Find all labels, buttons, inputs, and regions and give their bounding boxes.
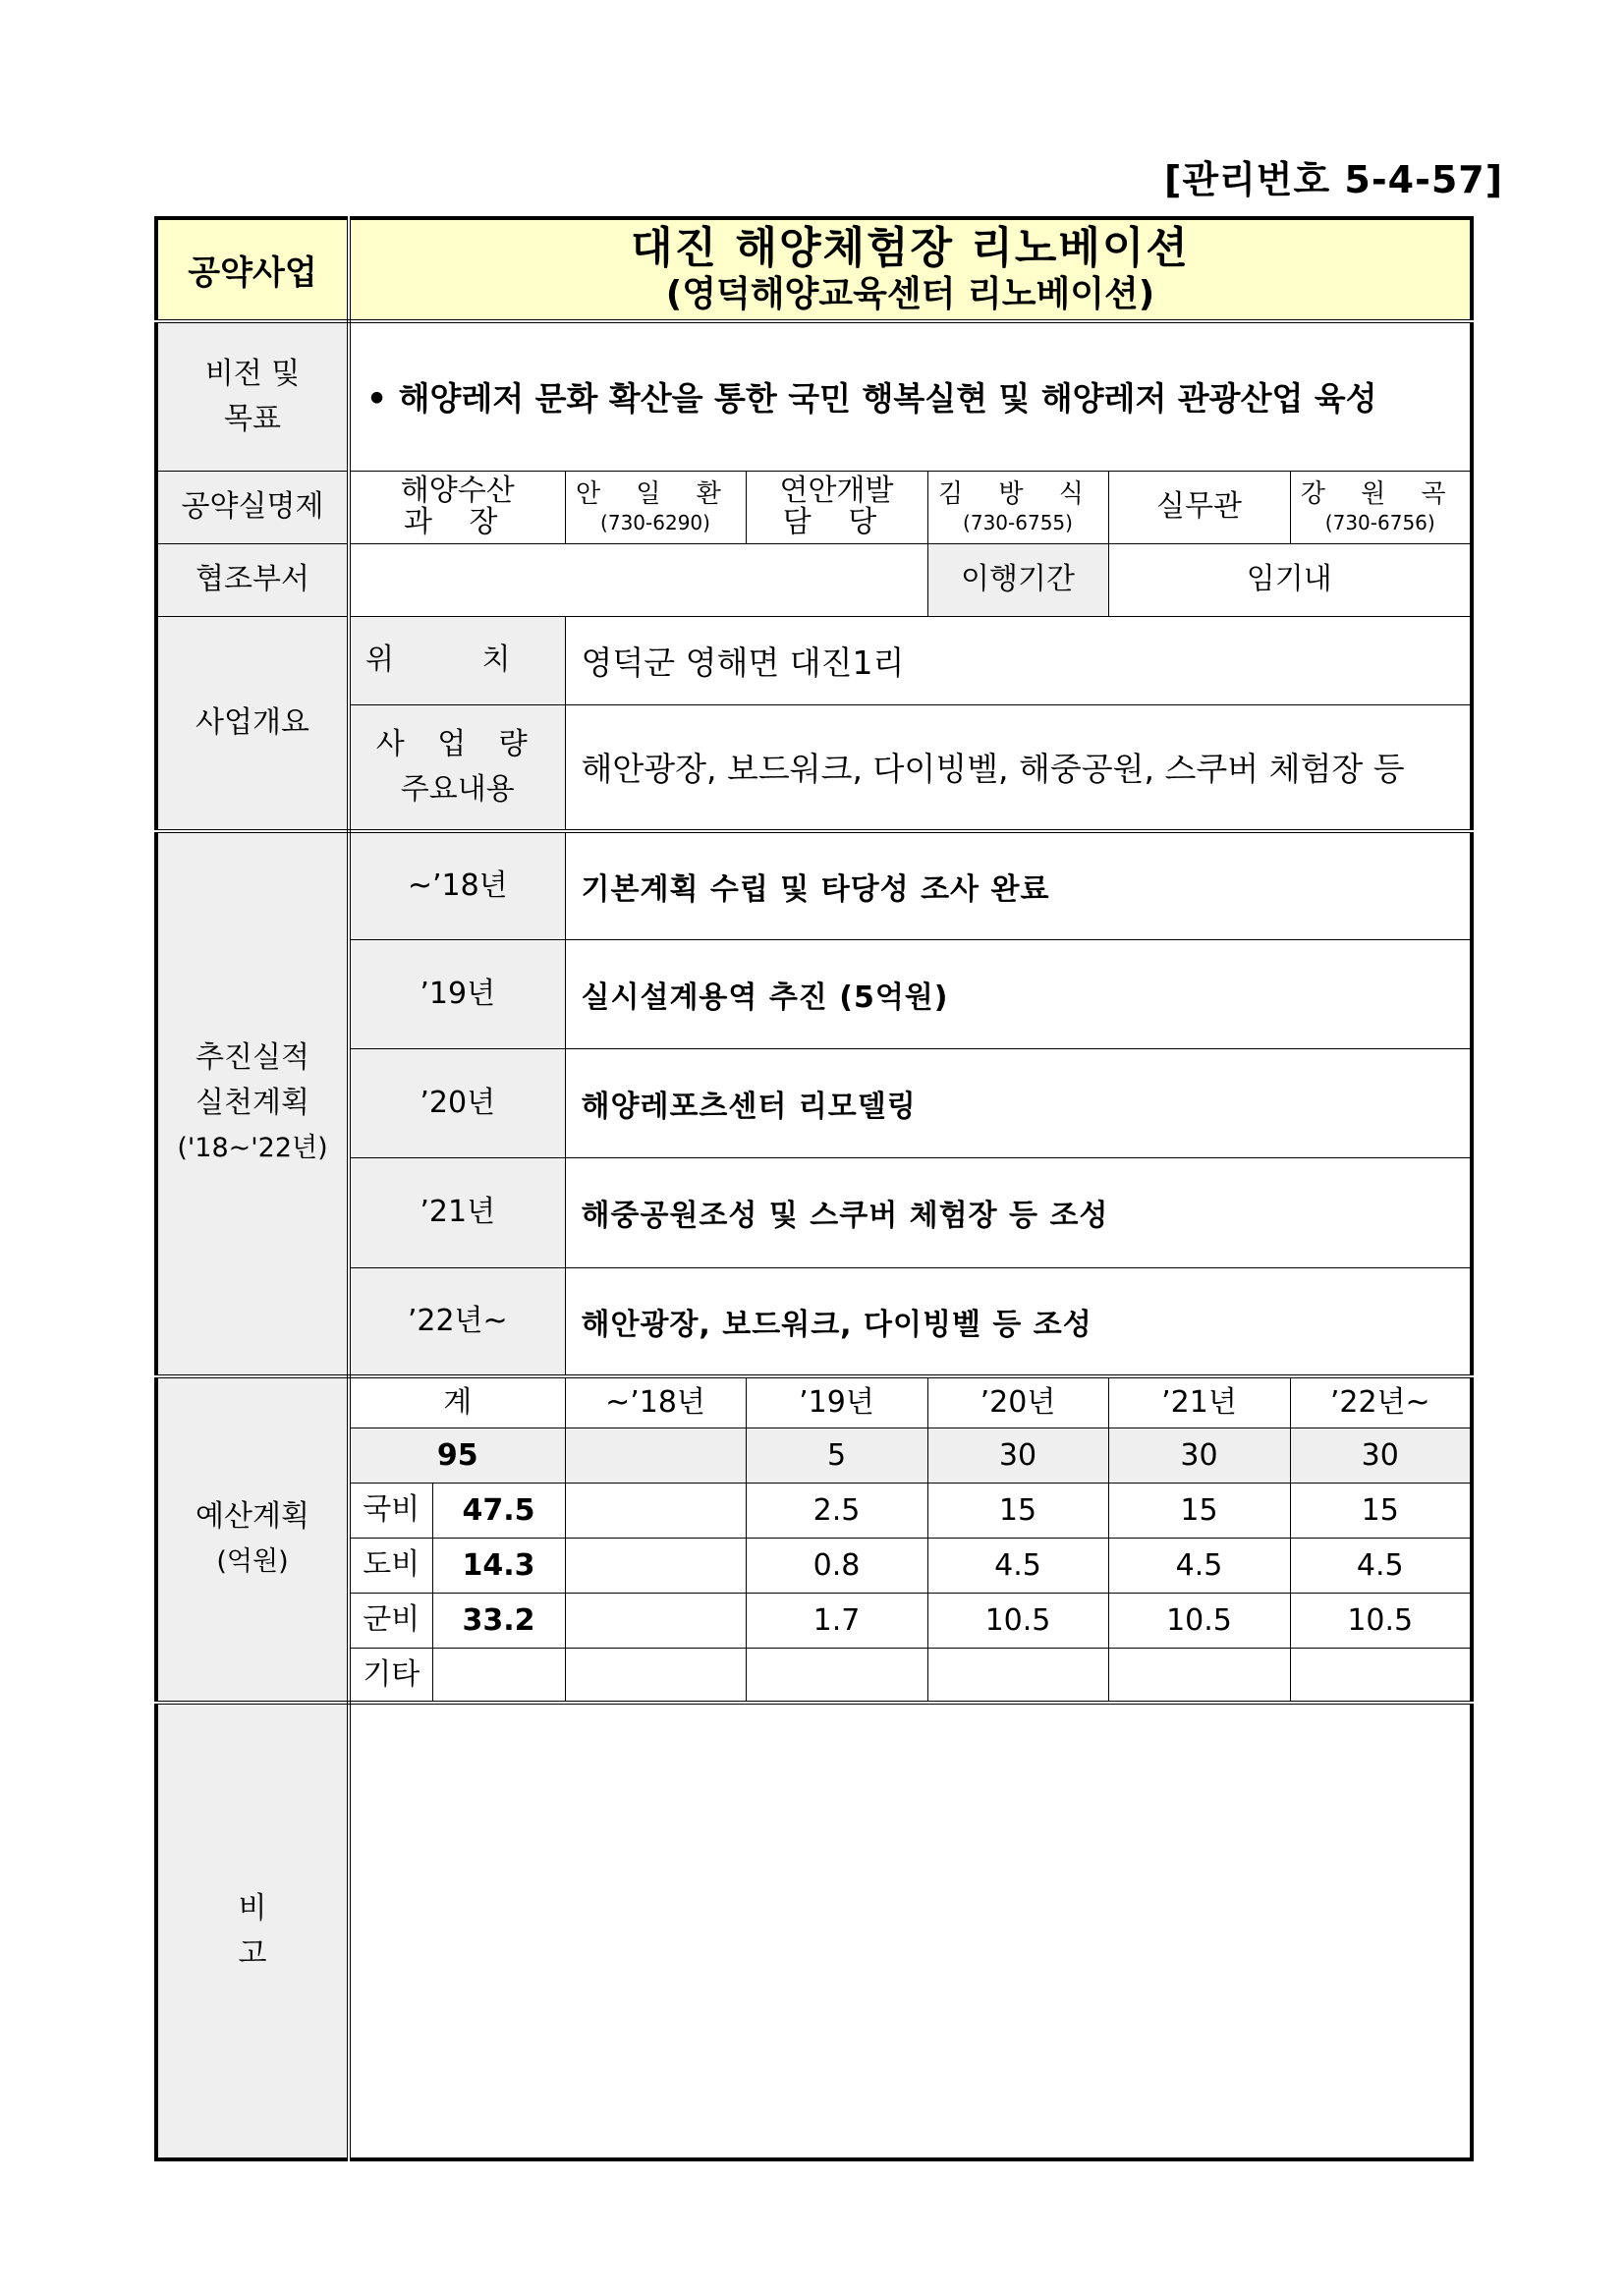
- budget-cell: 0.8: [746, 1538, 927, 1593]
- budget-total-row: [156, 1428, 1472, 1483]
- budget-row: [156, 1538, 1472, 1593]
- budget-col-header: ’22년~: [1290, 1376, 1472, 1428]
- management-number: [관리번호 5-4-57]: [1164, 158, 1504, 201]
- budget-cell: [565, 1538, 746, 1593]
- budget-cell: 4.5: [1290, 1538, 1472, 1593]
- budget-cell: 15: [1108, 1483, 1290, 1538]
- progress-year: ~’18년: [349, 831, 565, 940]
- progress-year: ’20년: [349, 1049, 565, 1158]
- progress-year: ’19년: [349, 940, 565, 1049]
- budget-cell: [1108, 1648, 1290, 1703]
- budget-total-cell: [565, 1428, 746, 1483]
- budget-cell: 4.5: [927, 1538, 1108, 1593]
- progress-plan: 해양레포츠센터 리모델링: [565, 1049, 1472, 1158]
- budget-cell: [565, 1593, 746, 1648]
- budget-cell: [927, 1648, 1108, 1703]
- responsible-row: [156, 471, 1472, 543]
- person3-role: 실무관: [1108, 471, 1290, 543]
- progress-plan: 해안광장, 보드워크, 다이빙벨 등 조성: [565, 1267, 1472, 1376]
- budget-total-cell: 30: [1108, 1428, 1290, 1483]
- overview-location-row: [156, 616, 1472, 704]
- cooperation-value: [349, 543, 927, 616]
- header-row: [156, 218, 1472, 321]
- budget-total-cell: 5: [746, 1428, 927, 1483]
- person1-role: 해양수산 과 장: [349, 471, 565, 543]
- pledge-title-cell: [349, 218, 1472, 321]
- person2-role: 연안개발 담 당: [746, 471, 927, 543]
- budget-cell: [746, 1648, 927, 1703]
- overview-label: 사업개요: [156, 616, 349, 830]
- budget-source: 기타: [349, 1648, 432, 1703]
- progress-plan: 기본계획 수립 및 타당성 조사 완료: [565, 831, 1472, 940]
- budget-total-cell: 30: [927, 1428, 1108, 1483]
- budget-cell: 10.5: [927, 1593, 1108, 1648]
- person1-name: 안 일 환 (730-6290): [565, 471, 746, 543]
- budget-cell: 10.5: [1290, 1593, 1472, 1648]
- vision-row: [156, 321, 1472, 471]
- budget-header-row: [156, 1376, 1472, 1428]
- budget-source-total: [432, 1648, 565, 1703]
- budget-cell: [1290, 1648, 1472, 1703]
- vision-label: 비전 및 목표: [156, 321, 349, 471]
- budget-source-total: 47.5: [432, 1483, 565, 1538]
- budget-total-cell: 30: [1290, 1428, 1472, 1483]
- content-label: 사 업 량 주요내용: [349, 704, 565, 830]
- budget-col-header: ’20년: [927, 1376, 1108, 1428]
- progress-year: ’22년~: [349, 1267, 565, 1376]
- budget-cell: [565, 1483, 746, 1538]
- budget-col-header: ~’18년: [565, 1376, 746, 1428]
- overview-content-row: [156, 704, 1472, 830]
- progress-row: [156, 1267, 1472, 1376]
- budget-cell: [565, 1648, 746, 1703]
- pledge-subtitle: (영덕해양교육센터 리노베이션): [665, 273, 1155, 314]
- progress-plan: 실시설계용역 추진 (5억원): [565, 940, 1472, 1049]
- content-value: 해안광장, 보드워크, 다이빙벨, 해중공원, 스쿠버 체험장 등: [565, 704, 1472, 830]
- budget-label: 예산계획 (억원): [156, 1376, 349, 1703]
- location-value: 영덕군 영해면 대진1리: [565, 616, 1472, 704]
- remarks-value: [349, 1703, 1472, 2159]
- budget-col-header: 계: [349, 1376, 565, 1428]
- period-value: 임기내: [1108, 543, 1472, 616]
- budget-cell: 1.7: [746, 1593, 927, 1648]
- cooperation-label: 협조부서: [156, 543, 349, 616]
- budget-row: [156, 1648, 1472, 1703]
- vision-text: • 해양레저 문화 확산을 통한 국민 행복실현 및 해양레저 관광산업 육성: [349, 321, 1472, 471]
- budget-source: 도비: [349, 1538, 432, 1593]
- budget-cell: 2.5: [746, 1483, 927, 1538]
- person3-name: 강 원 곡 (730-6756): [1290, 471, 1472, 543]
- location-label: 위 치: [349, 616, 565, 704]
- person2-name: 김 방 식 (730-6755): [927, 471, 1108, 543]
- pledge-label: 공약사업: [156, 218, 349, 321]
- progress-row: [156, 1158, 1472, 1267]
- budget-source: 군비: [349, 1593, 432, 1648]
- budget-col-header: ’21년: [1108, 1376, 1290, 1428]
- progress-row: [156, 940, 1472, 1049]
- progress-label: 추진실적 실천계획 ('18~'22년): [156, 831, 349, 1377]
- cooperation-row: [156, 543, 1472, 616]
- budget-source-total: 14.3: [432, 1538, 565, 1593]
- budget-col-header: ’19년: [746, 1376, 927, 1428]
- budget-cell: 4.5: [1108, 1538, 1290, 1593]
- responsible-label: 공약실명제: [156, 471, 349, 543]
- pledge-title: 대진 해양체험장 리노베이션: [631, 222, 1190, 273]
- budget-cell: 15: [1290, 1483, 1472, 1538]
- progress-year: ’21년: [349, 1158, 565, 1267]
- progress-plan: 해중공원조성 및 스쿠버 체험장 등 조성: [565, 1158, 1472, 1267]
- remarks-label: 비 고: [156, 1703, 349, 2159]
- period-label: 이행기간: [927, 543, 1108, 616]
- budget-source: 국비: [349, 1483, 432, 1538]
- budget-cell: 10.5: [1108, 1593, 1290, 1648]
- budget-row: [156, 1483, 1472, 1538]
- pledge-table: [154, 216, 1474, 2161]
- progress-row: [156, 1049, 1472, 1158]
- budget-row: [156, 1593, 1472, 1648]
- remarks-row: [156, 1703, 1472, 2159]
- budget-total: 95: [349, 1428, 565, 1483]
- budget-cell: 15: [927, 1483, 1108, 1538]
- progress-row: [156, 831, 1472, 940]
- budget-source-total: 33.2: [432, 1593, 565, 1648]
